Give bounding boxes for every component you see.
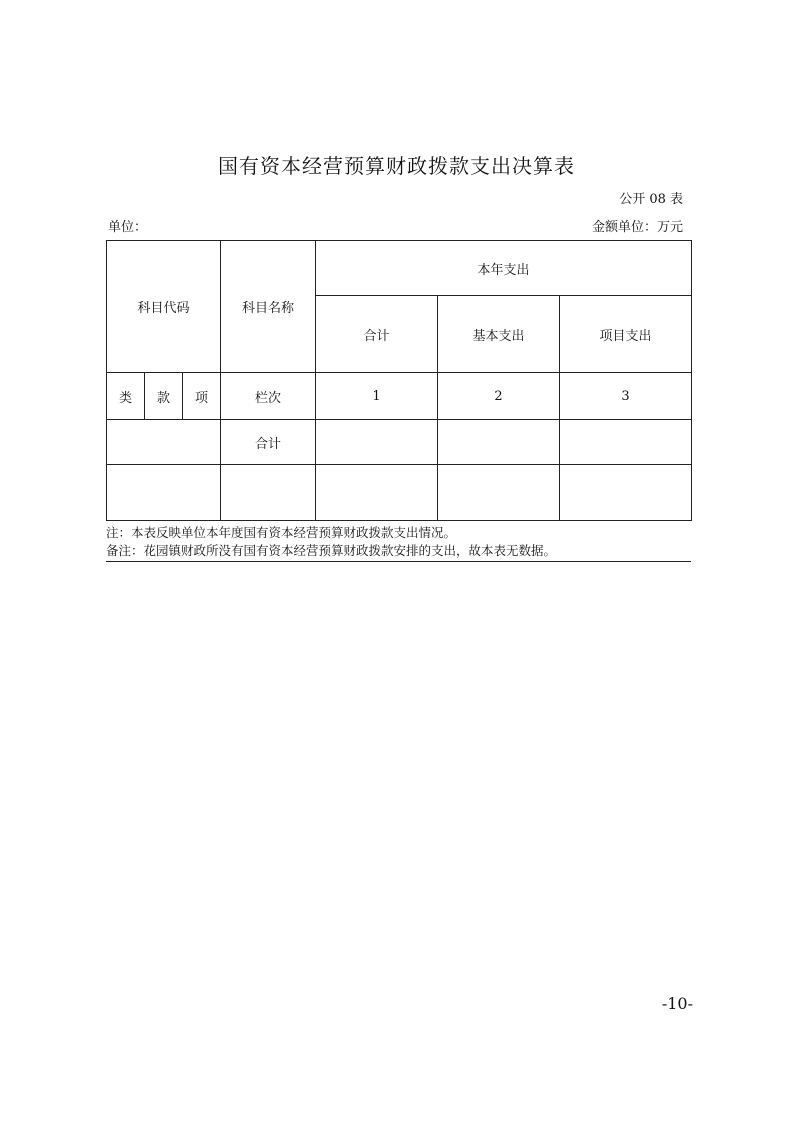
unit-label: 单位： xyxy=(108,220,148,235)
page-title: 国有资本经营预算财政拨款支出决算表 xyxy=(218,154,575,178)
header-basic-expense: 基本支出 xyxy=(438,296,560,373)
index-col-1: 1 xyxy=(316,373,438,420)
table-empty-row xyxy=(107,465,692,521)
empty-row-total xyxy=(316,465,438,521)
table-total-row xyxy=(107,420,692,465)
header-subject-code: 科目代码 xyxy=(107,241,221,373)
note-line-1: 注：本表反映单位本年度国有资本经营预算财政拨款支出情况。 xyxy=(106,525,457,540)
total-row-project xyxy=(560,420,692,465)
note-line-2: 备注：花园镇财政所没有国有资本经营预算财政拨款安排的支出，故本表无数据。 xyxy=(106,543,557,558)
index-column-label: 栏次 xyxy=(221,373,316,420)
empty-row-name xyxy=(221,465,316,521)
index-category: 类 xyxy=(107,373,145,420)
header-subject-name: 科目名称 xyxy=(221,241,316,373)
notes-section xyxy=(106,524,691,562)
page-number: -10- xyxy=(661,994,693,1013)
index-section: 款 xyxy=(145,373,183,420)
index-item: 项 xyxy=(183,373,221,420)
header-current-year-expense: 本年支出 xyxy=(316,241,692,296)
table-index-row xyxy=(107,373,692,420)
form-number: 公开 08 表 xyxy=(619,192,683,207)
total-row-total xyxy=(316,420,438,465)
amount-unit-label: 金额单位：万元 xyxy=(591,220,683,235)
total-row-basic xyxy=(438,420,560,465)
empty-row-project xyxy=(560,465,692,521)
index-col-2: 2 xyxy=(438,373,560,420)
total-row-code xyxy=(107,420,221,465)
table-header-row xyxy=(107,241,692,296)
expense-table xyxy=(106,240,692,521)
index-col-3: 3 xyxy=(560,373,692,420)
header-total: 合计 xyxy=(316,296,438,373)
empty-row-basic xyxy=(438,465,560,521)
total-row-label: 合计 xyxy=(221,420,316,465)
header-project-expense: 项目支出 xyxy=(560,296,692,373)
empty-row-code xyxy=(107,465,221,521)
